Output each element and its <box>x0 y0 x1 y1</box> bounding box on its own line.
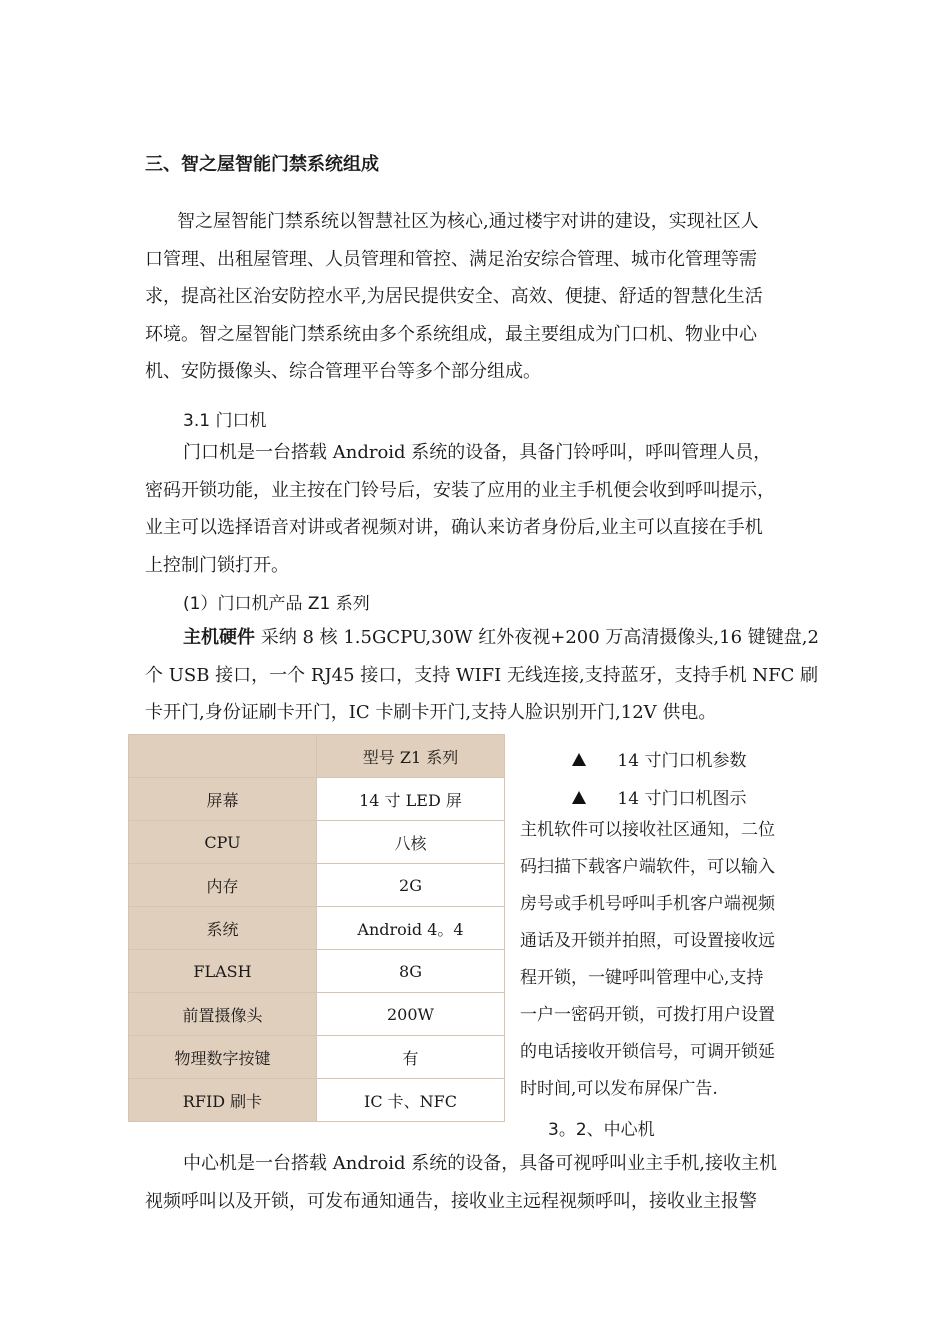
software-line: 房号或手机号呼叫手机客户端视频 <box>520 894 775 914</box>
table-row <box>129 1079 505 1122</box>
spec-value: 8G <box>317 950 505 993</box>
triangle-up-icon <box>572 791 586 804</box>
table-row <box>129 907 505 950</box>
section-31-line: 业主可以选择语音对讲或者视频对讲，确认来访者身份后,业主可以直接在手机 <box>145 517 763 538</box>
table-row <box>129 993 505 1036</box>
hardware-line: 卡开门,身份证刷卡开门，IC 卡刷卡开门,支持人脸识别开门,12V 供电。 <box>145 702 717 723</box>
table-row <box>129 1036 505 1079</box>
software-line: 主机软件可以接收社区通知，二位 <box>520 820 775 840</box>
spec-value: IC 卡、NFC <box>317 1079 505 1122</box>
intro-line: 求，提高社区治安防控水平,为居民提供安全、高效、便捷、舒适的智慧化生活 <box>145 286 763 307</box>
table-row <box>129 821 505 864</box>
section-31-title: 3.1 门口机 <box>183 411 267 431</box>
spec-value: Android 4。4 <box>317 907 505 950</box>
section-32-line: 视频呼叫以及开锁，可发布通知通告，接收业主远程视频呼叫，接收业主报警 <box>145 1190 757 1212</box>
table-header-row <box>129 735 505 778</box>
hardware-label: 主机硬件 <box>183 627 255 648</box>
section-31-line: 门口机是一台搭载 Android 系统的设备，具备门铃呼叫，呼叫管理人员， <box>183 442 772 463</box>
caption-image <box>572 784 746 809</box>
intro-paragraph <box>145 203 810 391</box>
section-31-line: 上控制门锁打开。 <box>145 554 289 576</box>
intro-line: 智之屋智能门禁系统以智慧社区为核心,通过楼宇对讲的建设，实现社区人 <box>177 211 759 232</box>
intro-line: 环境。智之屋智能门禁系统由多个系统组成，最主要组成为门口机、物业中心 <box>145 323 757 345</box>
caption-params <box>572 746 746 771</box>
table-row <box>129 778 505 821</box>
section-32-paragraph <box>145 1145 810 1220</box>
caption-text: 14 寸门口机参数 <box>617 751 747 771</box>
spec-value: 八核 <box>317 821 505 864</box>
software-line: 时时间,可以发布屏保广告. <box>520 1079 718 1099</box>
triangle-up-icon <box>572 753 586 766</box>
spec-label: 屏幕 <box>129 778 317 821</box>
software-line: 的电话接收开锁信号，可调开锁延 <box>520 1042 775 1062</box>
spec-value: 14 寸 LED 屏 <box>317 778 505 821</box>
spec-label: FLASH <box>129 950 317 993</box>
table-header-cell: 型号 Z1 系列 <box>317 735 505 778</box>
hardware-paragraph <box>145 619 819 732</box>
intro-line: 机、安防摄像头、综合管理平台等多个部分组成。 <box>145 361 541 382</box>
software-line: 一户一密码开锁，可拨打用户设置 <box>520 1005 775 1025</box>
section-32-line: 中心机是一台搭载 Android 系统的设备，具备可视呼叫业主手机,接收主机 <box>183 1153 777 1174</box>
spec-label: 系统 <box>129 907 317 950</box>
section-31-line: 密码开锁功能，业主按在门铃号后，安装了应用的业主手机便会收到呼叫提示， <box>145 479 775 501</box>
section-heading: 三、智之屋智能门禁系统组成 <box>145 154 379 175</box>
hardware-line: 采纳 8 核 1.5GCPU,30W 红外夜视+200 万高清摄像头,16 键键盘,2 <box>255 627 819 648</box>
spec-label: CPU <box>129 821 317 864</box>
section-32-title: 3。2、中心机 <box>548 1120 655 1140</box>
spec-label: 物理数字按键 <box>129 1036 317 1079</box>
software-line: 通话及开锁并拍照，可设置接收远 <box>520 931 775 951</box>
table-header-cell <box>129 735 317 778</box>
spec-table <box>128 734 505 1122</box>
caption-text: 14 寸门口机图示 <box>617 789 747 809</box>
software-line: 码扫描下载客户端软件，可以输入 <box>520 857 775 877</box>
intro-line: 口管理、出租屋管理、人员管理和管控、满足治安综合管理、城市化管理等需 <box>145 248 757 270</box>
section-31-paragraph <box>145 434 810 584</box>
hardware-line: 个 USB 接口，一个 RJ45 接口，支持 WIFI 无线连接,支持蓝牙，支持手机 NFC 刷 <box>145 664 819 686</box>
spec-label: 内存 <box>129 864 317 907</box>
table-row <box>129 864 505 907</box>
spec-value: 2G <box>317 864 505 907</box>
software-description <box>520 812 810 1108</box>
spec-value: 有 <box>317 1036 505 1079</box>
spec-value: 200W <box>317 993 505 1036</box>
table-row <box>129 950 505 993</box>
spec-label: RFID 刷卡 <box>129 1079 317 1122</box>
spec-label: 前置摄像头 <box>129 993 317 1036</box>
software-line: 程开锁，一键呼叫管理中心,支持 <box>520 968 764 988</box>
product-title: (1）门口机产品 Z1 系列 <box>183 594 370 614</box>
